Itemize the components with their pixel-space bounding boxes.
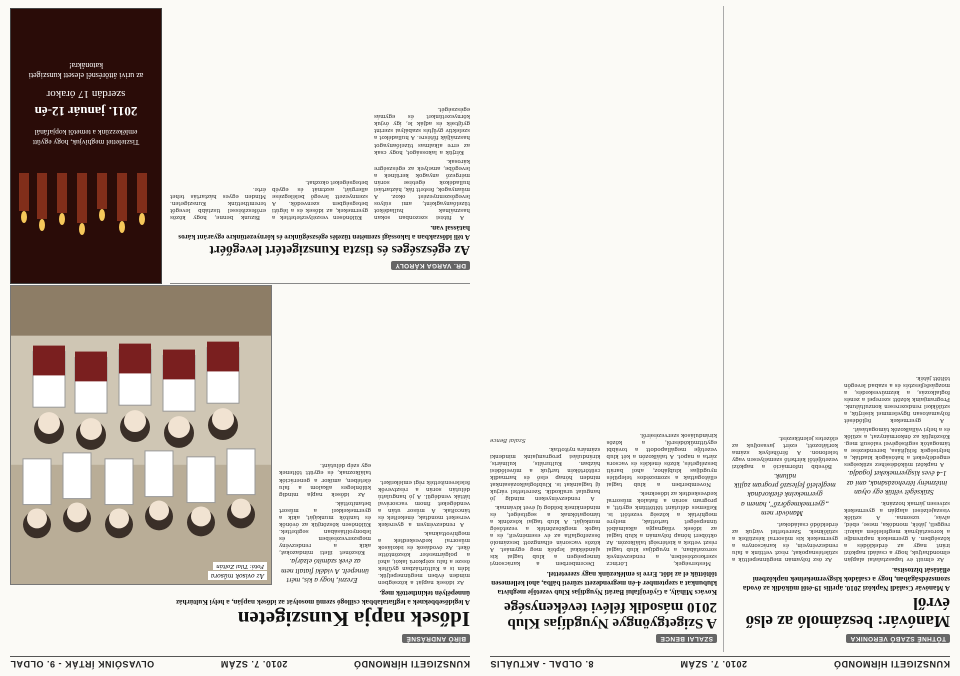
egeszseges-paragraph: Kérjük a lakosságot, hogy csak az erre alkalmas tüzelőanyagot használják fűtésre. A hulladékot a szelektív gyűjtés szabályai szerint gyűjtsék és adják le, így óvjuk környezetünket és egymás egészségét. (374, 106, 470, 155)
nyugdijas-headline: A Szigetgyöngye Nyugdíjas Klub 2010 második félévi tevékenysége (504, 599, 717, 631)
egeszseges-paragraph: Bízunk benne, hogy közös erőfeszítéssel tisztább levegőt teremthetünk Kunszigeten. Minden egyes háztartás tehet érte. (170, 185, 266, 220)
manovar-paragraph: Az elmúlt év tapasztalatai alapján elmondhatjuk, hogy a családi napközi iránt nagy az érdeklődés a községben. A gyermekek napirendje a korosztálynak megfelelően alakul: reggeli, játék, mondóka, mese, ebéd, alvás, uzsonna. A szülők visszajelzései alapján a gyermekek szívesen járnak hozzánk. (844, 500, 950, 563)
manovar-paragraph: Az ősz folyamán megünnepeltük a születésnapokat, részt vettünk a falu rendezvényein, és karácsonyra a gyermekek kis műsorral készültek a szülőknek. Szeretettel várjuk az érdeklődő családokat. (732, 521, 838, 563)
running-head-title: KUNSZIGETI HÍRMONDÓ (833, 659, 950, 670)
running-head-issue: 2010. 7. SZÁM (220, 659, 288, 670)
running-head-left-page (490, 656, 950, 672)
egeszseges-headline: Az egészséges és tiszta Kunszigetért levegőért (209, 243, 470, 258)
idosek-paragraph: A rendezvényen a gyerekek verseket mondtak, énekeltek és táncoltak. A műsor után a vendégeket finom vacsorával látták vendégül. A jó hangulatú délután során a résztvevők felelevenítették régi emlékeiket. (378, 478, 470, 527)
egeszseges-column-1 (374, 20, 470, 220)
idosek-column-2 (279, 285, 371, 585)
commemoration-intro: Tisztelettel meghívjuk, hogy együtt emlékezzünk a temetői kopjafánál (32, 128, 140, 147)
idosek-author-tag: BÍRÓ ANDRÁSNÉ (402, 634, 470, 643)
egeszseges-author-tag: DR. VARGA KÁROLY (391, 261, 470, 270)
manovar-paragraph: Bővebb információ a napközi vezetőjétől kérhető személyesen vagy telefonon. A férőhelyek száma korlátozott, ezért javasoljuk az előzetes jelentkezést. (732, 435, 838, 470)
children-photo-illustration (11, 286, 271, 584)
commemoration-box (10, 8, 162, 284)
egeszseges-article (170, 3, 470, 284)
running-head-title: KUNSZIGETI HÍRMONDÓ (353, 659, 470, 670)
egeszseges-column-2 (272, 20, 368, 220)
nyugdijas-lead: Kovács Mihály, a Győrújfalui Baráti Nyugdíjas Klub vezetője meghívta klubunkat a szeptember 4-én megrendezett szüreti bálba, ahol kellemesen töltöttük el az időt. Erre is emlékezünk nagy szeretettel. (491, 570, 717, 597)
commemoration-date: 2011. január 12-én (34, 104, 138, 120)
idosek-column-1 (378, 285, 470, 585)
nyugdijas-paragraph: Mesterségek, Lőrincz szerkesztésében, a rendezvények sorozatában, a nyugdíjas klub tagjai részt vettek a kistérségi találkozón. Az októberi hónap folyamán a klub tagjai az idősek világnapja alkalmából ünnepséget tartottak, melyre meghívták a község vezetőit is. Kellemes délutánt töltöttünk együtt, a program során a fiatalok műsorral kedveskedtek az időseknek. (606, 490, 717, 567)
nyugdijas-paragraph: A rendezvényeken mindig jó hangulat uralkodik. Szeretettel várjuk új tagjainkat is. Klubfoglalkozásainkat minden hónap első és harmadik csütörtökén tartjuk a művelődési házban. Kulturális, kulináris, kirándulási programjaink mindenki számára nyitottak. (490, 446, 601, 502)
manovar-article (732, 6, 950, 652)
idosek-paragraph: Az idősek napját a községben minden évben megünnepeljük. Idén is a Kultúrházban gyűltek össze a falu szépkorú lakói, ahol a polgármester köszöntötte őket. Az óvodások és iskolások műsorral kedveskedtek a meghívottaknak. (378, 529, 470, 585)
candles-photo (10, 153, 161, 283)
commemoration-subject: az urivi áttörésnél elesett kunszigeti katonákra! (28, 61, 144, 81)
idosek-paragraph: Az idősek napja mindig különleges alkalom a falu életében, amikor a generációk találkoznak, és együtt töltenek egy szép délutánt. (279, 462, 371, 497)
egeszseges-lead: A téli időszakban a lakossági szeméten tüzelés egészségünkre és környezetünkre egyaránt káros hatással van. (178, 223, 470, 241)
nyugdijas-credit: Szalai Bence (490, 436, 526, 443)
nyugdijas-paragraph: Novemberben a klub tagjai ellátogattak a szomszédos település nyugdíjas klubjához, ahol baráti beszélgetés, közös éneklés és vacsora zárta a napot. A találkozón a két klub vezetője megállapodott a további együttműködésről, a közös kirándulások szervezéséről. (606, 431, 717, 488)
children-photo (10, 285, 272, 585)
running-head-issue: 2010. 7. SZÁM (679, 659, 748, 670)
manovar-lead: A Manóvár Családi Napközi 2010. április 19-étől működik az óvoda szomszédságában, hogy a családok kisgyermekeinek napközbeni ellátását biztosítsa. (742, 566, 950, 593)
nyugdijas-column-2 (490, 27, 601, 567)
page-8 (479, 0, 960, 676)
manovar-paragraph: A napközi működéséhez szükséges engedélyeket a hatóságok kiadták, a helyiségek felújítása, berendezése a támogatók segítségével valósult meg. Köszönjük az önkormányzat, a szülők és a helyi vállalkozók támogatását. (844, 425, 950, 467)
photo-caption: Az ovisok műsora (208, 571, 267, 580)
nyugdijas-column-1 (607, 27, 718, 567)
nyugdijas-paragraph: Decemberben a karácsonyi ünnepségen a klub tagjai kis ajándékkal lepték meg egymást. A közös vacsorán elhangzott beszámoló összefoglalta az év eseményeit, és a tagok megköszönték a vezetőség munkáját. A klub tagjai köszönik a támogatóknak a segítséget, és mindenkinek boldog új évet kívánnak. (490, 504, 601, 567)
running-head-page: OLVASÓINK ÍRTÁK - 9. OLDAL (10, 659, 155, 670)
manovar-column-2 (732, 2, 838, 562)
egeszseges-paragraph: A fűtési szezonban sokan használnak hulladékot tüzelőanyagként, ami súlyos levegőszennyezést okoz. A műanyagok, festett fák, háztartási hulladékok égetése során mérgező anyagok kerülnek a levegőbe, amelyek az egészségre károsak. (374, 157, 470, 220)
nyugdijas-author-tag: SZALAI BENCE (656, 634, 717, 643)
manovar-paragraph: A gyermekek fejlődését folyamatosan figyelemmel kísérjük, a szülőkkel rendszeresen konzultálunk. Programjaink között szerepel a zenés foglalkozás, a kézműveskedés, a mozgásfejlesztés és a szabad levegőn töltött játék. (844, 374, 950, 423)
photo-credit: Fotó: Tilai Zoltán (213, 562, 267, 570)
egeszseges-paragraph: Különösen veszélyeztetettek a gyermekek, az idősek és a légúti betegségben szenvedők. A szennyezett levegő belélegzése allergiát, asztmát és egyéb betegségeket okozhat. (272, 178, 368, 220)
idosek-pull-quote: Erezni, hogy a kis, mért ünnepelt. A vidéki fiatalt nem az évek számító elzárja. (281, 557, 369, 585)
running-head-page: 8. OLDAL - AKTUÁLIS (490, 659, 594, 670)
nyugdijas-article (490, 6, 724, 652)
manovar-pull-quote: Szükségét véltük egy olyan intézmény létrehozásának, ami az 1-4 éves kisgyermekeket fogadja. (846, 469, 948, 498)
manovar-pull-quote: Manóvár nem „gyermekmegőrző", hanem a gyermekeink életkorának megfelelő fejlesztő program zajlik nálunk. (734, 471, 836, 519)
idosek-lead: A legidősebbeknek a legfiatalabbak csillogó szemű mosolyát az idősek napján, a helyi Kultúrház ünnepélyén tekinthették meg. (175, 588, 470, 606)
manovar-author-tag: TÓTHNÉ SZABÓ VERONIKA (846, 634, 950, 643)
running-head-right-page (10, 656, 470, 672)
manovar-column-1 (844, 2, 950, 562)
manovar-headline: Manóvár: beszámoló az első évről (745, 594, 950, 631)
egeszseges-column-3 (170, 20, 266, 220)
idosek-paragraph: Köszönet illeti mindazokat, akik a rendezvény megszervezésében és lebonyolításában segítettek. Különösen köszönjük az óvónők és tanítók munkáját, akik a gyermekekkel a műsort betanították. (279, 499, 371, 555)
idosek-headline: Idősek napja Kunszigeten (237, 607, 470, 631)
commemoration-time: szerdán 17 órakor (46, 88, 126, 101)
idosek-article (10, 292, 470, 652)
